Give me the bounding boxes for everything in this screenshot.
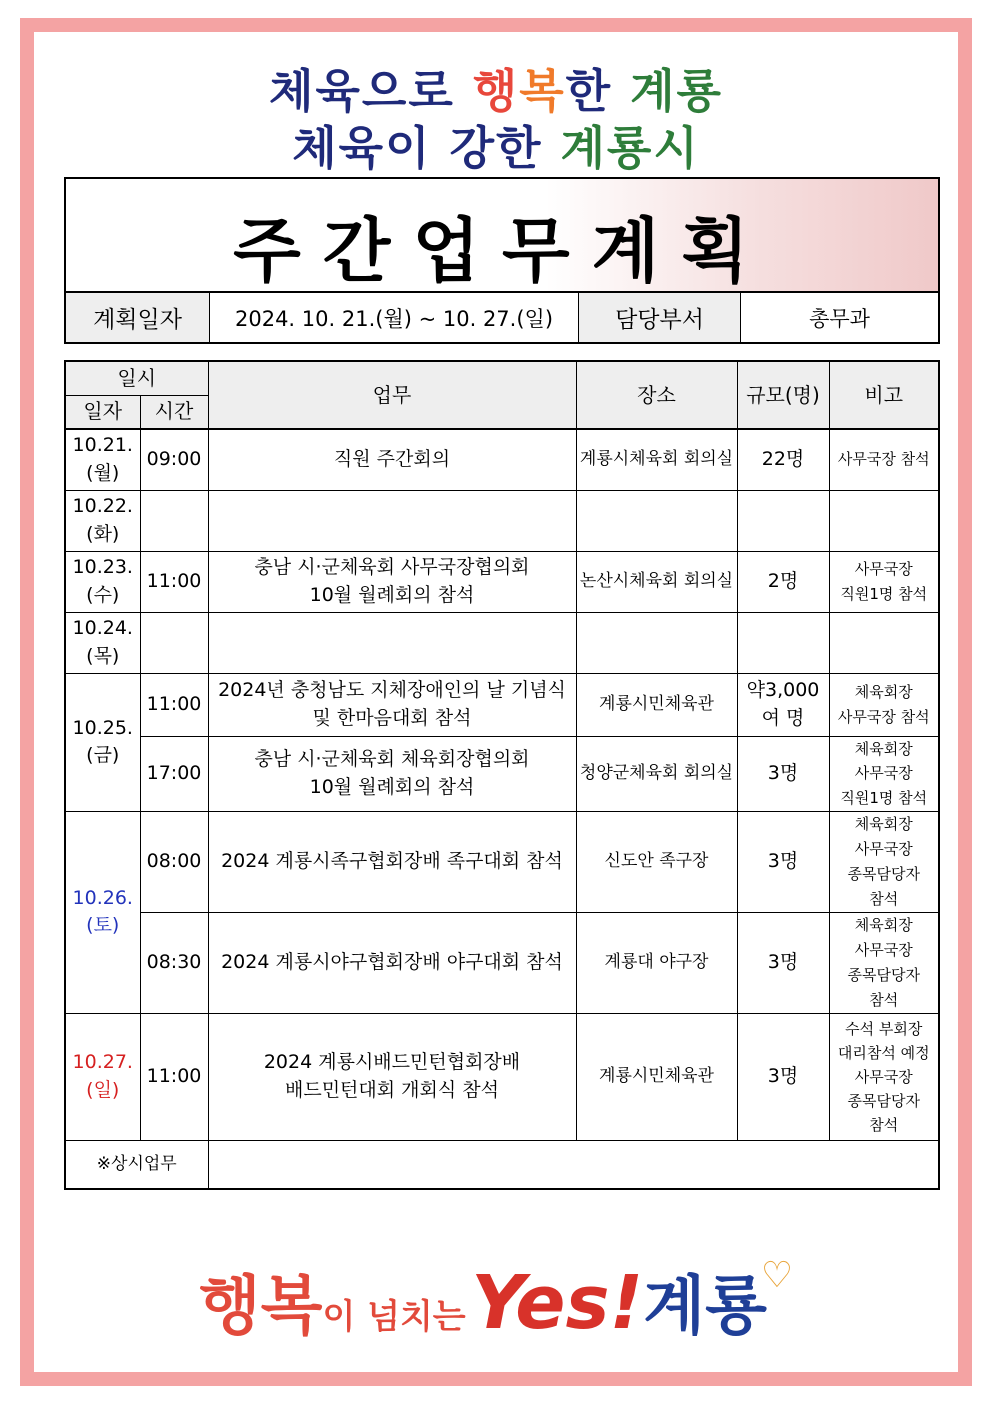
- scale-cell: 3명: [737, 912, 829, 1013]
- date-cell: 10.22. (화): [65, 490, 140, 551]
- table-row: [65, 490, 939, 551]
- slogan-segment: 계룡시: [560, 121, 700, 175]
- scale-cell: 2명: [737, 551, 829, 612]
- dept-label: 담당부서: [579, 292, 741, 343]
- date-cell-saturday: 10.26. (토): [65, 811, 140, 1013]
- task-cell: 2024년 충청남도 지체장애인의 날 기념식 및 한마음대회 참석: [208, 673, 576, 736]
- plan-info-table: [64, 291, 940, 344]
- header-note: 비고: [829, 361, 939, 429]
- scale-cell: 3명: [737, 811, 829, 912]
- time-cell: 11:00: [140, 551, 208, 612]
- date-cell: 10.23. (수): [65, 551, 140, 612]
- slogan-segment: 한: [565, 64, 631, 118]
- place-cell: 청양군체육회 회의실: [576, 736, 737, 811]
- place-cell: 계룡시민체육관: [576, 1013, 737, 1140]
- table-row: [65, 673, 939, 736]
- time-cell: 17:00: [140, 736, 208, 811]
- header-ilsi: 일시: [65, 361, 208, 395]
- scale-cell: [737, 490, 829, 551]
- place-cell: 계룡대 야구장: [576, 912, 737, 1013]
- task-cell: [208, 612, 576, 673]
- task-cell: 직원 주간회의: [208, 429, 576, 490]
- place-cell: 논산시체육회 회의실: [576, 551, 737, 612]
- slogan-segment: 복: [519, 64, 566, 118]
- date-cell: 10.24. (목): [65, 612, 140, 673]
- slogan-segment: 강한: [449, 121, 561, 175]
- table-row: [65, 736, 939, 811]
- date-cell-sunday: 10.27. (일): [65, 1013, 140, 1140]
- date-cell: 10.25. (금): [65, 673, 140, 811]
- slogan-segment: 체육: [269, 64, 362, 118]
- dept-value: 총무과: [741, 292, 940, 343]
- note-cell: 체육회장 사무국장 참석: [829, 673, 939, 736]
- time-cell: [140, 612, 208, 673]
- task-cell: 충남 시·군체육회 체육회장협의회 10월 월례회의 참석: [208, 736, 576, 811]
- time-cell: 09:00: [140, 429, 208, 490]
- slogan-line-2: [0, 112, 992, 178]
- time-cell: 08:00: [140, 811, 208, 912]
- place-cell: [576, 612, 737, 673]
- slogan-segment: 행: [472, 64, 520, 118]
- slogan-segment: 체육: [292, 121, 386, 175]
- date-cell: 10.21. (월): [65, 429, 140, 490]
- task-cell: 2024 계룡시배드민턴협회장배 배드민턴대회 개회식 참석: [208, 1013, 576, 1140]
- note-cell: 사무국장 참석: [829, 429, 939, 490]
- task-cell: 2024 계룡시야구협회장배 야구대회 참석: [208, 912, 576, 1013]
- note-cell: [829, 612, 939, 673]
- slogan-segment: 으로: [361, 64, 473, 118]
- place-cell: 계룡시민체육관: [576, 673, 737, 736]
- note-cell: 체육회장 사무국장 종목담당자 참석: [829, 912, 939, 1013]
- table-row: [65, 811, 939, 912]
- task-cell: 2024 계룡시족구협회장배 족구대회 참석: [208, 811, 576, 912]
- regular-work-label: ※상시업무: [65, 1140, 208, 1189]
- scale-cell: 3명: [737, 1013, 829, 1140]
- table-row: [65, 1013, 939, 1140]
- task-cell: [208, 490, 576, 551]
- scale-cell: 22명: [737, 429, 829, 490]
- task-cell: 충남 시·군체육회 사무국장협의회 10월 월례회의 참석: [208, 551, 576, 612]
- time-cell: 08:30: [140, 912, 208, 1013]
- table-row: [65, 1140, 939, 1189]
- header-task: 업무: [208, 361, 576, 429]
- note-cell: [829, 490, 939, 551]
- header-date: 일자: [65, 395, 140, 429]
- header-scale: 규모(명): [737, 361, 829, 429]
- table-row: [65, 429, 939, 490]
- plan-date-value: 2024. 10. 21.(월) ~ 10. 27.(일): [210, 292, 579, 343]
- document-title-box: [64, 177, 940, 291]
- note-cell: 체육회장 사무국장 직원1명 참석: [829, 736, 939, 811]
- schedule-table: [64, 360, 940, 1190]
- table-row: [65, 551, 939, 612]
- table-row: [65, 912, 939, 1013]
- time-cell: 11:00: [140, 673, 208, 736]
- place-cell: 신도안 족구장: [576, 811, 737, 912]
- heart-icon: ♡: [760, 1255, 794, 1296]
- slogan-segment: 이: [385, 121, 450, 175]
- header-place: 장소: [576, 361, 737, 429]
- scale-cell: 3명: [737, 736, 829, 811]
- time-cell: 11:00: [140, 1013, 208, 1140]
- time-cell: [140, 490, 208, 551]
- scale-cell: [737, 612, 829, 673]
- note-cell: 사무국장 직원1명 참석: [829, 551, 939, 612]
- header-time: 시간: [140, 395, 208, 429]
- slogan-segment: 계룡: [630, 64, 723, 118]
- place-cell: 계룡시체육회 회의실: [576, 429, 737, 490]
- table-row: [65, 612, 939, 673]
- scale-cell: 약3,000 여 명: [737, 673, 829, 736]
- note-cell: 수석 부회장 대리참석 예정 사무국장 종목담당자 참석: [829, 1013, 939, 1140]
- place-cell: [576, 490, 737, 551]
- plan-date-label: 계획일자: [65, 292, 210, 343]
- note-cell: 체육회장 사무국장 종목담당자 참석: [829, 811, 939, 912]
- regular-work-value: [208, 1140, 939, 1189]
- document-title: 주간업무계획: [233, 210, 771, 292]
- bottom-slogan-logo: 행복이 넘치는 Yes!계룡♡: [198, 1255, 794, 1346]
